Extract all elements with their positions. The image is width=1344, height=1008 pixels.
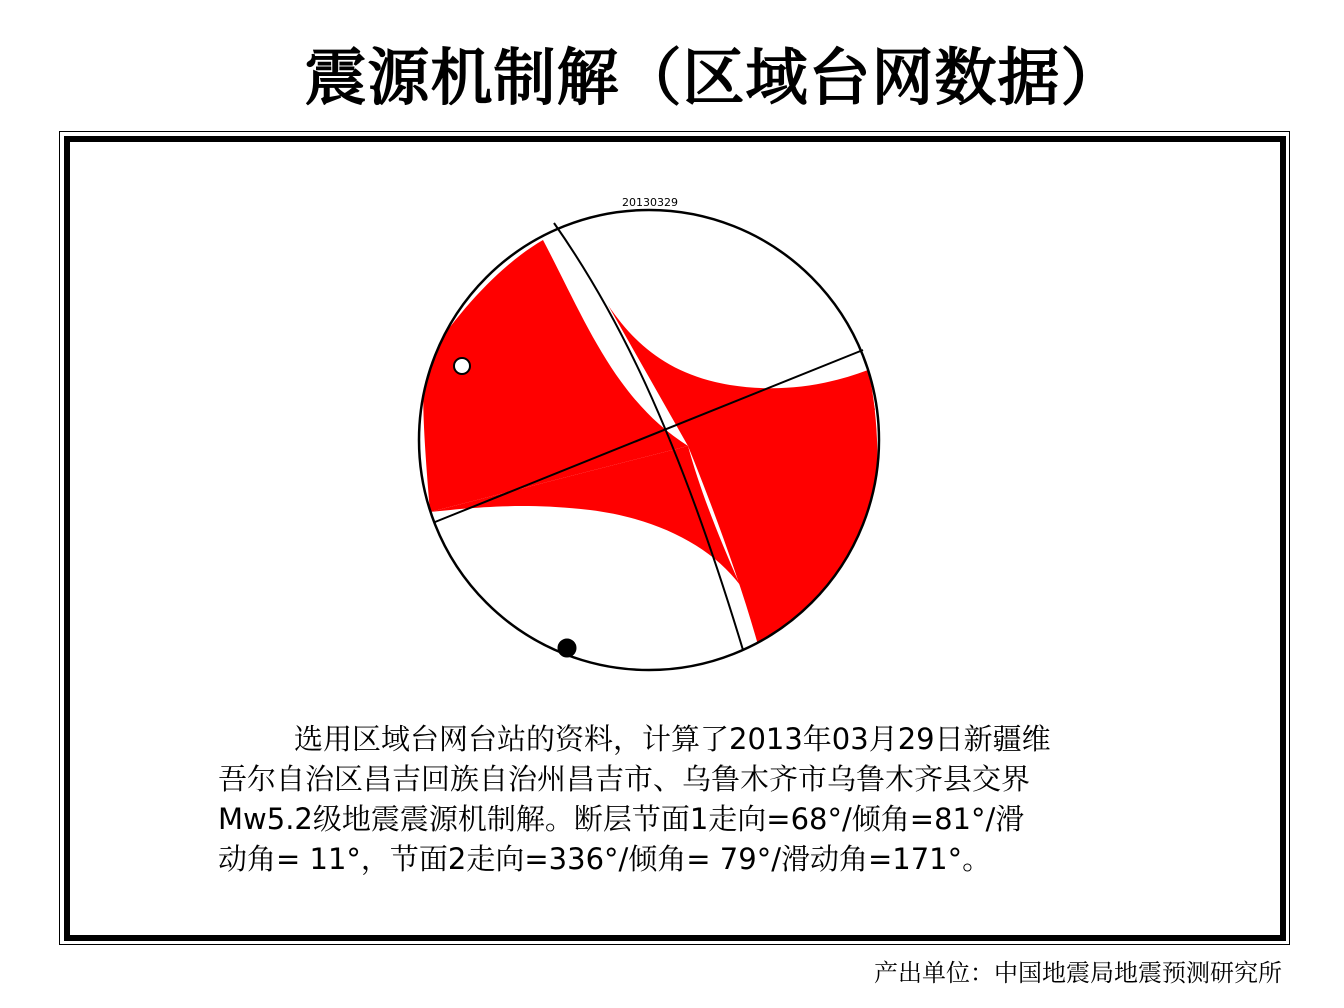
- page-title: 震源机制解（区域台网数据）: [304, 41, 1124, 114]
- t-axis-marker: [558, 639, 576, 657]
- p-axis-marker: [454, 358, 470, 374]
- event-label: 20130329: [622, 196, 678, 209]
- beachball-diagram: [400, 190, 900, 690]
- mechanism-description: 选用区域台网台站的资料，计算了2013年03月29日新疆维 吾尔自治区昌吉回族自治州昌吉市、乌鲁木齐市乌鲁木齐县交界 Mw5.2级地震震源机制解。断层节面1走向=68°/倾角=81°/滑 动角= 11°，节面2走向=336°/倾角= 79°/滑动角=171°。: [218, 722, 1051, 876]
- source-credit: 产出单位：中国地震局地震预测研究所: [874, 959, 1282, 987]
